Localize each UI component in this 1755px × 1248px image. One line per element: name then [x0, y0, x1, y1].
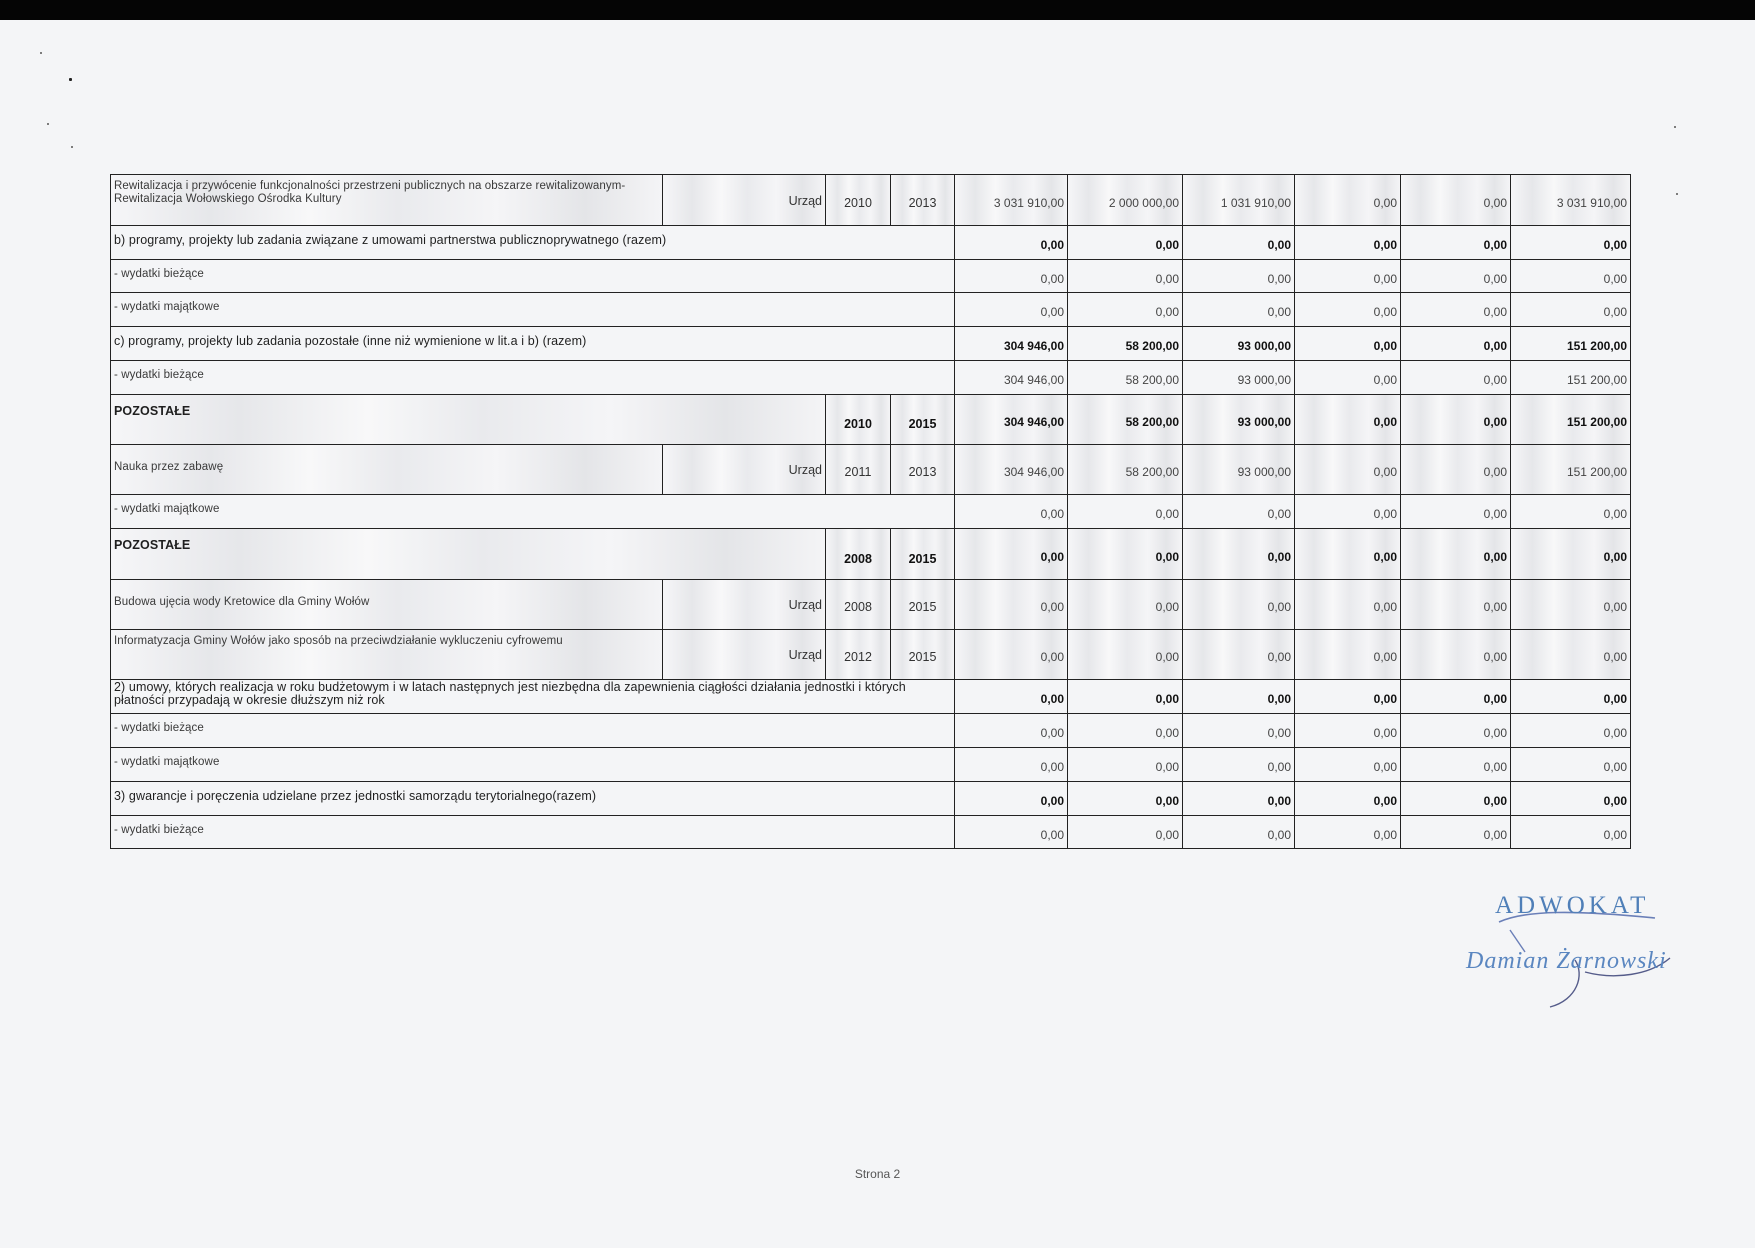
cell-text: 2008 — [844, 600, 872, 614]
amount-cell — [1183, 327, 1295, 361]
cell-text: Urząd — [788, 194, 822, 208]
table-row — [111, 816, 1631, 849]
cell-text: 0,00 — [1373, 373, 1397, 387]
cell-text: 0,00 — [1603, 828, 1627, 842]
amount-cell — [1401, 395, 1511, 445]
cell-text: 0,00 — [1267, 726, 1291, 740]
cell-text: 58 200,00 — [1125, 415, 1179, 429]
amount-cell — [1511, 580, 1631, 630]
year-from-cell — [826, 175, 891, 226]
amount-cell — [1511, 293, 1631, 327]
amount-cell — [955, 495, 1068, 529]
unit-cell — [663, 580, 826, 630]
amount-cell — [955, 327, 1068, 361]
cell-text: 0,00 — [1483, 196, 1507, 210]
amount-cell — [1183, 714, 1295, 748]
section-label-cell — [111, 226, 955, 260]
cell-text: - wydatki bieżące — [114, 722, 204, 734]
cell-text: 2008 — [844, 552, 872, 566]
amount-cell — [1183, 293, 1295, 327]
expense-label-cell — [111, 816, 955, 849]
project-name-cell — [111, 175, 663, 226]
amount-cell — [1183, 226, 1295, 260]
cell-text: 304 946,00 — [1003, 415, 1064, 429]
amount-cell — [1295, 445, 1401, 495]
cell-text: 0,00 — [1603, 650, 1627, 664]
cell-text: 0,00 — [1155, 794, 1179, 808]
cell-text: 0,00 — [1603, 507, 1627, 521]
cell-text: 2015 — [908, 552, 937, 566]
cell-text: 0,00 — [1155, 272, 1179, 286]
amount-cell — [1068, 175, 1183, 226]
amount-cell — [1068, 495, 1183, 529]
year-from-cell — [826, 630, 891, 680]
year-to-cell — [891, 395, 955, 445]
cell-text: 2 000 000,00 — [1108, 196, 1179, 210]
cell-text: - wydatki bieżące — [114, 824, 204, 836]
amount-cell — [1183, 630, 1295, 680]
cell-text: 0,00 — [1267, 650, 1291, 664]
year-from-cell — [826, 395, 891, 445]
cell-text: 0,00 — [1373, 507, 1397, 521]
year-to-cell — [891, 175, 955, 226]
amount-cell — [1401, 327, 1511, 361]
cell-text: 0,00 — [1155, 238, 1179, 252]
amount-cell — [1401, 714, 1511, 748]
unit-cell — [663, 445, 826, 495]
amount-cell — [1401, 361, 1511, 395]
amount-cell — [1511, 495, 1631, 529]
amount-cell — [1295, 175, 1401, 226]
cell-text: 3 031 910,00 — [1556, 196, 1627, 210]
cell-text: 0,00 — [1373, 465, 1397, 479]
table-row — [111, 529, 1631, 580]
cell-text: 0,00 — [1373, 692, 1397, 706]
cell-text: 0,00 — [1267, 828, 1291, 842]
amount-cell — [955, 580, 1068, 630]
amount-cell — [1068, 327, 1183, 361]
section-label-cell — [111, 327, 955, 361]
amount-cell — [1295, 395, 1401, 445]
section-label-cell — [111, 680, 955, 714]
cell-text: Informatyzacja Gminy Wołów jako sposób na przeciwdziałanie wykluczeniu cyfrowemu — [114, 635, 563, 647]
amount-cell — [1401, 580, 1511, 630]
cell-text: 0,00 — [1483, 238, 1507, 252]
cell-text: 0,00 — [1267, 600, 1291, 614]
cell-text: 0,00 — [1155, 650, 1179, 664]
group-label-cell — [111, 395, 826, 445]
cell-text: 0,00 — [1267, 794, 1291, 808]
cell-text: 304 946,00 — [1003, 339, 1064, 353]
amount-cell — [1401, 175, 1511, 226]
amount-cell — [955, 293, 1068, 327]
cell-text: 0,00 — [1603, 238, 1627, 252]
cell-text: - wydatki bieżące — [114, 369, 204, 381]
cell-text: 151 200,00 — [1566, 339, 1627, 353]
amount-cell — [1183, 445, 1295, 495]
cell-text: 0,00 — [1267, 692, 1291, 706]
amount-cell — [955, 361, 1068, 395]
expense-label-cell — [111, 495, 955, 529]
cell-text: 0,00 — [1040, 794, 1064, 808]
cell-text: b) programy, projekty lub zadania związane z umowami partnerstwa publicznoprywatnego (razem) — [114, 233, 667, 247]
amount-cell — [1068, 395, 1183, 445]
cell-text: 0,00 — [1373, 305, 1397, 319]
cell-text: POZOSTAŁE — [114, 538, 191, 552]
amount-cell — [1511, 361, 1631, 395]
amount-cell — [1183, 260, 1295, 293]
amount-cell — [1068, 782, 1183, 816]
cell-text: 0,00 — [1603, 305, 1627, 319]
cell-text: c) programy, projekty lub zadania pozostałe (inne niż wymienione w lit.a i b) (razem) — [114, 334, 587, 348]
amount-cell — [1401, 630, 1511, 680]
unit-cell — [663, 630, 826, 680]
year-to-cell — [891, 445, 955, 495]
cell-text: 0,00 — [1040, 692, 1064, 706]
cell-text: 0,00 — [1040, 650, 1064, 664]
amount-cell — [1511, 782, 1631, 816]
amount-cell — [1068, 580, 1183, 630]
amount-cell — [1401, 445, 1511, 495]
cell-text: 0,00 — [1603, 550, 1627, 564]
amount-cell — [1068, 714, 1183, 748]
cell-text: 2012 — [844, 650, 872, 664]
amount-cell — [1511, 714, 1631, 748]
cell-text: 0,00 — [1483, 692, 1507, 706]
amount-cell — [1295, 495, 1401, 529]
amount-cell — [1068, 226, 1183, 260]
cell-text: 0,00 — [1603, 760, 1627, 774]
expense-label-cell — [111, 260, 955, 293]
cell-text: 0,00 — [1483, 760, 1507, 774]
year-to-cell — [891, 580, 955, 630]
cell-text: 0,00 — [1040, 305, 1064, 319]
amount-cell — [1068, 529, 1183, 580]
cell-text: 0,00 — [1603, 794, 1627, 808]
cell-text: 0,00 — [1040, 238, 1064, 252]
cell-text: 0,00 — [1483, 305, 1507, 319]
cell-text: 2013 — [908, 465, 937, 479]
cell-text: Nauka przez zabawę — [114, 461, 224, 473]
table-row — [111, 445, 1631, 495]
cell-text: 0,00 — [1040, 507, 1064, 521]
cell-text: - wydatki bieżące — [114, 268, 204, 280]
amount-cell — [1511, 630, 1631, 680]
amount-cell — [955, 714, 1068, 748]
amount-cell — [1295, 714, 1401, 748]
cell-text: 0,00 — [1483, 550, 1507, 564]
cell-text: 2015 — [908, 650, 937, 664]
unit-cell — [663, 175, 826, 226]
cell-text: 0,00 — [1155, 600, 1179, 614]
cell-text: 0,00 — [1373, 550, 1397, 564]
expense-label-cell — [111, 293, 955, 327]
cell-text: 0,00 — [1373, 794, 1397, 808]
expense-label-cell — [111, 748, 955, 782]
cell-text: 0,00 — [1267, 305, 1291, 319]
cell-text: 2015 — [908, 417, 937, 431]
cell-text: 93 000,00 — [1237, 339, 1291, 353]
amount-cell — [1295, 816, 1401, 849]
table-row — [111, 395, 1631, 445]
amount-cell — [1183, 529, 1295, 580]
amount-cell — [1183, 580, 1295, 630]
cell-text: - wydatki majątkowe — [114, 503, 220, 515]
cell-text: 0,00 — [1040, 272, 1064, 286]
cell-text: 0,00 — [1040, 828, 1064, 842]
cell-text: 0,00 — [1267, 238, 1291, 252]
cell-text: 0,00 — [1603, 726, 1627, 740]
amount-cell — [955, 630, 1068, 680]
amount-cell — [1183, 495, 1295, 529]
table-row — [111, 361, 1631, 395]
table-row — [111, 748, 1631, 782]
year-from-cell — [826, 580, 891, 630]
year-to-cell — [891, 630, 955, 680]
cell-text: 0,00 — [1483, 650, 1507, 664]
cell-text: 2010 — [844, 417, 872, 431]
amount-cell — [1401, 495, 1511, 529]
table-row — [111, 680, 1631, 714]
expense-label-cell — [111, 361, 955, 395]
table-row — [111, 175, 1631, 226]
cell-text: 0,00 — [1155, 550, 1179, 564]
cell-text: 0,00 — [1373, 600, 1397, 614]
amount-cell — [1183, 175, 1295, 226]
cell-text: 0,00 — [1373, 196, 1397, 210]
amount-cell — [955, 748, 1068, 782]
amount-cell — [1401, 816, 1511, 849]
project-name-cell — [111, 630, 663, 680]
cell-text: 3 031 910,00 — [993, 196, 1064, 210]
amount-cell — [1511, 445, 1631, 495]
amount-cell — [1295, 293, 1401, 327]
page-number: Strona 2 — [854, 1167, 901, 1181]
amount-cell — [1295, 782, 1401, 816]
amount-cell — [1401, 782, 1511, 816]
amount-cell — [955, 175, 1068, 226]
year-from-cell — [826, 445, 891, 495]
cell-text: 58 200,00 — [1125, 339, 1179, 353]
amount-cell — [1511, 395, 1631, 445]
cell-text: Rewitalizacja i przywócenie funkcjonalności przestrzeni publicznych na obszarze rewitalizowanym- Rewitalizacja Wołowskiego Ośrodka Kultury — [114, 180, 626, 205]
cell-text: - wydatki majątkowe — [114, 756, 220, 768]
stamp-signature: Damian Żarnowski — [1466, 948, 1667, 974]
cell-text: POZOSTAŁE — [114, 404, 191, 418]
cell-text: 151 200,00 — [1566, 415, 1627, 429]
cell-text: 0,00 — [1483, 507, 1507, 521]
cell-text: 2010 — [844, 196, 872, 210]
year-from-cell — [826, 529, 891, 580]
cell-text: 0,00 — [1267, 760, 1291, 774]
amount-cell — [1401, 680, 1511, 714]
cell-text: 0,00 — [1373, 726, 1397, 740]
amount-cell — [1511, 816, 1631, 849]
amount-cell — [1511, 327, 1631, 361]
amount-cell — [1183, 395, 1295, 445]
cell-text: 0,00 — [1155, 305, 1179, 319]
cell-text: 151 200,00 — [1566, 373, 1627, 387]
amount-cell — [1295, 260, 1401, 293]
cell-text: 0,00 — [1155, 692, 1179, 706]
cell-text: Urząd — [788, 463, 822, 477]
cell-text: 0,00 — [1603, 272, 1627, 286]
table-row — [111, 226, 1631, 260]
cell-text: Urząd — [788, 598, 822, 612]
cell-text: 2) umowy, których realizacja w roku budżetowym i w latach następnych jest niezbędna dla zapewnienia ciągłości działania jednostki i których płatności przypadają w okresie dłuższym niż rok — [114, 680, 906, 707]
scan-speck — [1676, 193, 1678, 195]
cell-text: 0,00 — [1040, 550, 1064, 564]
stamp-word: ADWOKAT — [1495, 892, 1650, 919]
cell-text: 58 200,00 — [1125, 465, 1179, 479]
cell-text: Urząd — [788, 648, 822, 662]
project-name-cell — [111, 580, 663, 630]
expense-label-cell — [111, 714, 955, 748]
amount-cell — [1295, 580, 1401, 630]
amount-cell — [1068, 293, 1183, 327]
cell-text: 0,00 — [1267, 550, 1291, 564]
cell-text: 0,00 — [1373, 828, 1397, 842]
amount-cell — [1183, 782, 1295, 816]
cell-text: 1 031 910,00 — [1220, 196, 1291, 210]
amount-cell — [1183, 680, 1295, 714]
table-row — [111, 293, 1631, 327]
cell-text: 2015 — [908, 600, 937, 614]
cell-text: 0,00 — [1483, 465, 1507, 479]
amount-cell — [955, 445, 1068, 495]
scan-speck — [40, 52, 42, 54]
amount-cell — [1068, 445, 1183, 495]
amount-cell — [1401, 226, 1511, 260]
amount-cell — [1183, 361, 1295, 395]
amount-cell — [1068, 816, 1183, 849]
cell-text: 2011 — [844, 465, 872, 479]
cell-text: 0,00 — [1483, 415, 1507, 429]
cell-text: 0,00 — [1373, 415, 1397, 429]
cell-text: 0,00 — [1373, 272, 1397, 286]
project-name-cell — [111, 445, 663, 495]
amount-cell — [1511, 748, 1631, 782]
cell-text: 151 200,00 — [1566, 465, 1627, 479]
cell-text: 2013 — [908, 196, 937, 210]
cell-text: 93 000,00 — [1237, 373, 1291, 387]
scan-speck — [1674, 126, 1676, 128]
cell-text: 0,00 — [1040, 600, 1064, 614]
cell-text: 0,00 — [1373, 339, 1397, 353]
amount-cell — [1295, 361, 1401, 395]
amount-cell — [1183, 748, 1295, 782]
table-row — [111, 580, 1631, 630]
table-row — [111, 782, 1631, 816]
cell-text: 0,00 — [1603, 600, 1627, 614]
cell-text: 0,00 — [1373, 650, 1397, 664]
table-row — [111, 714, 1631, 748]
cell-text: 0,00 — [1373, 238, 1397, 252]
year-to-cell — [891, 529, 955, 580]
cell-text: 93 000,00 — [1237, 415, 1291, 429]
section-label-cell — [111, 782, 955, 816]
cell-text: 0,00 — [1155, 726, 1179, 740]
amount-cell — [1511, 260, 1631, 293]
amount-cell — [1295, 327, 1401, 361]
amount-cell — [955, 816, 1068, 849]
cell-text: 0,00 — [1603, 692, 1627, 706]
amount-cell — [955, 395, 1068, 445]
amount-cell — [1183, 816, 1295, 849]
cell-text: 304 946,00 — [1003, 465, 1064, 479]
cell-text: 0,00 — [1483, 828, 1507, 842]
cell-text: 0,00 — [1267, 507, 1291, 521]
scan-border — [0, 0, 1755, 20]
amount-cell — [955, 529, 1068, 580]
amount-cell — [955, 680, 1068, 714]
amount-cell — [1511, 680, 1631, 714]
amount-cell — [1295, 529, 1401, 580]
cell-text: 0,00 — [1483, 600, 1507, 614]
cell-text: 0,00 — [1155, 760, 1179, 774]
amount-cell — [1511, 529, 1631, 580]
amount-cell — [1295, 226, 1401, 260]
lawyer-stamp — [1465, 880, 1695, 1020]
budget-table — [110, 174, 1631, 849]
cell-text: 0,00 — [1155, 507, 1179, 521]
table-row — [111, 630, 1631, 680]
amount-cell — [955, 260, 1068, 293]
cell-text: 0,00 — [1483, 794, 1507, 808]
cell-text: 0,00 — [1483, 272, 1507, 286]
amount-cell — [1401, 293, 1511, 327]
cell-text: 0,00 — [1040, 726, 1064, 740]
table-row — [111, 495, 1631, 529]
cell-text: 93 000,00 — [1237, 465, 1291, 479]
cell-text: Budowa ujęcia wody Kretowice dla Gminy Wołów — [114, 596, 370, 608]
table-row — [111, 327, 1631, 361]
amount-cell — [1401, 529, 1511, 580]
table-row — [111, 260, 1631, 293]
cell-text: 3) gwarancje i poręczenia udzielane przez jednostki samorządu terytorialnego(razem) — [114, 789, 597, 803]
amount-cell — [1511, 226, 1631, 260]
cell-text: 0,00 — [1483, 373, 1507, 387]
cell-text: - wydatki majątkowe — [114, 301, 220, 313]
amount-cell — [955, 782, 1068, 816]
amount-cell — [1401, 260, 1511, 293]
amount-cell — [1295, 748, 1401, 782]
amount-cell — [1068, 680, 1183, 714]
cell-text: 58 200,00 — [1125, 373, 1179, 387]
cell-text: 0,00 — [1483, 339, 1507, 353]
amount-cell — [1068, 748, 1183, 782]
cell-text: 304 946,00 — [1003, 373, 1064, 387]
cell-text: 0,00 — [1267, 272, 1291, 286]
scan-speck — [69, 78, 72, 81]
amount-cell — [1068, 361, 1183, 395]
group-label-cell — [111, 529, 826, 580]
cell-text: 0,00 — [1483, 726, 1507, 740]
amount-cell — [955, 226, 1068, 260]
cell-text: 0,00 — [1155, 828, 1179, 842]
scan-speck — [71, 146, 73, 148]
scan-speck — [47, 123, 49, 125]
amount-cell — [1401, 748, 1511, 782]
amount-cell — [1068, 260, 1183, 293]
amount-cell — [1511, 175, 1631, 226]
cell-text: 0,00 — [1040, 760, 1064, 774]
amount-cell — [1068, 630, 1183, 680]
amount-cell — [1295, 680, 1401, 714]
amount-cell — [1295, 630, 1401, 680]
cell-text: 0,00 — [1373, 760, 1397, 774]
